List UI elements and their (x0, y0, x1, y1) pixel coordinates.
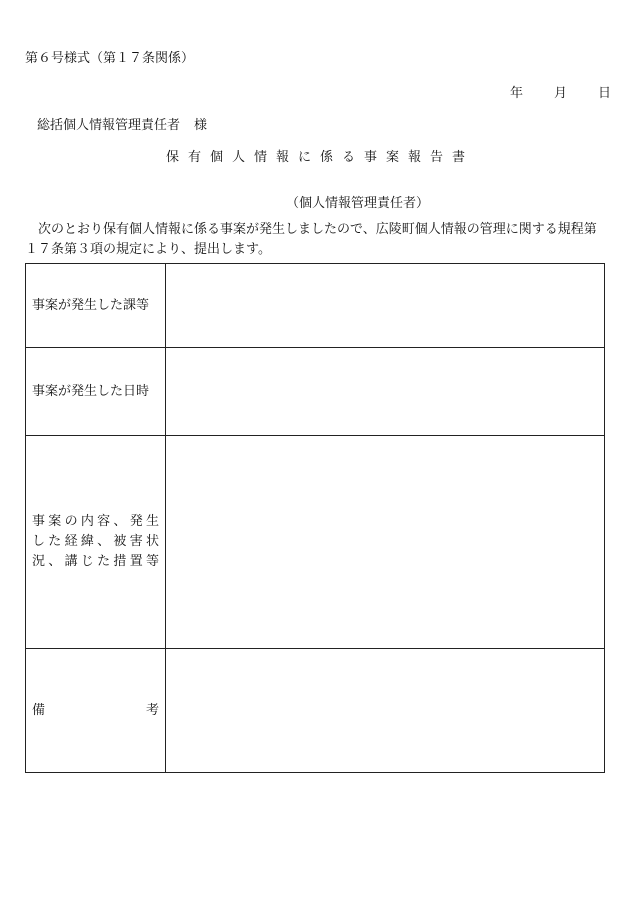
row-label-details-text (26, 512, 165, 572)
details-label-line-3 (32, 552, 159, 572)
row-value-remarks[interactable] (166, 649, 605, 773)
label-char: 案 (48, 514, 62, 529)
body-text (25, 220, 610, 260)
label-char: 経 (64, 534, 78, 549)
addressee-honorific: 様 (194, 118, 208, 133)
row-label-details (26, 436, 166, 649)
table-row (26, 348, 605, 436)
body-text-line-2: １７条第３項の規定により、提出します。 (25, 242, 271, 257)
label-char: 、 (97, 534, 111, 549)
label-char: た (97, 554, 111, 569)
label-char: 、 (48, 554, 62, 569)
label-char: 被 (113, 534, 127, 549)
label-char: じ (80, 554, 94, 569)
row-value-department[interactable] (166, 264, 605, 348)
label-char: 等 (145, 554, 159, 569)
label-char: 生 (145, 514, 159, 529)
remarks-label-char-2: 考 (145, 702, 159, 718)
label-char: 事 (32, 514, 46, 529)
sender-title: （個人情報管理責任者） (286, 196, 430, 211)
label-char: 発 (129, 514, 143, 529)
table-row (26, 264, 605, 348)
remarks-label-char-1: 備 (32, 702, 46, 718)
addressee (37, 114, 207, 133)
label-char: 講 (64, 554, 78, 569)
label-char: 況 (32, 554, 46, 569)
row-label-remarks (26, 649, 166, 773)
document-title: 保有個人情報に係る事案報告書 (165, 150, 474, 165)
row-label-datetime-text: 事案が発生した日時 (32, 383, 150, 399)
table-row (26, 436, 605, 649)
label-char: 害 (129, 534, 143, 549)
row-value-datetime[interactable] (166, 348, 605, 436)
label-char: し (32, 534, 46, 549)
body-text-line-1: 次のとおり保有個人情報に係る事案が発生しましたので、広陵町個人情報の管理に関する規程第 (38, 222, 597, 237)
label-char: の (64, 514, 78, 529)
row-value-details[interactable] (166, 436, 605, 649)
label-char: 、 (113, 514, 127, 529)
row-label-department (26, 264, 166, 348)
label-char: 置 (129, 554, 143, 569)
form-number: 第６号様式（第１７条関係） (25, 51, 195, 66)
remarks-label (32, 701, 159, 721)
label-char: 内 (80, 514, 94, 529)
report-form-table (25, 263, 605, 773)
label-char: 容 (97, 514, 111, 529)
details-label-line-2 (32, 532, 159, 552)
table-row (26, 649, 605, 773)
date-day-label: 日 (598, 86, 612, 101)
row-label-datetime (26, 348, 166, 436)
row-label-department-text: 事案が発生した課等 (32, 297, 150, 313)
date-year-label: 年 (510, 86, 524, 101)
label-char: 状 (145, 534, 159, 549)
addressee-name: 総括個人情報管理責任者 (37, 118, 181, 133)
label-char: 措 (113, 554, 127, 569)
label-char: 緯 (80, 534, 94, 549)
label-char: た (48, 534, 62, 549)
details-label-line-1 (32, 512, 159, 532)
date-line (510, 82, 611, 101)
date-month-label: 月 (554, 86, 568, 101)
